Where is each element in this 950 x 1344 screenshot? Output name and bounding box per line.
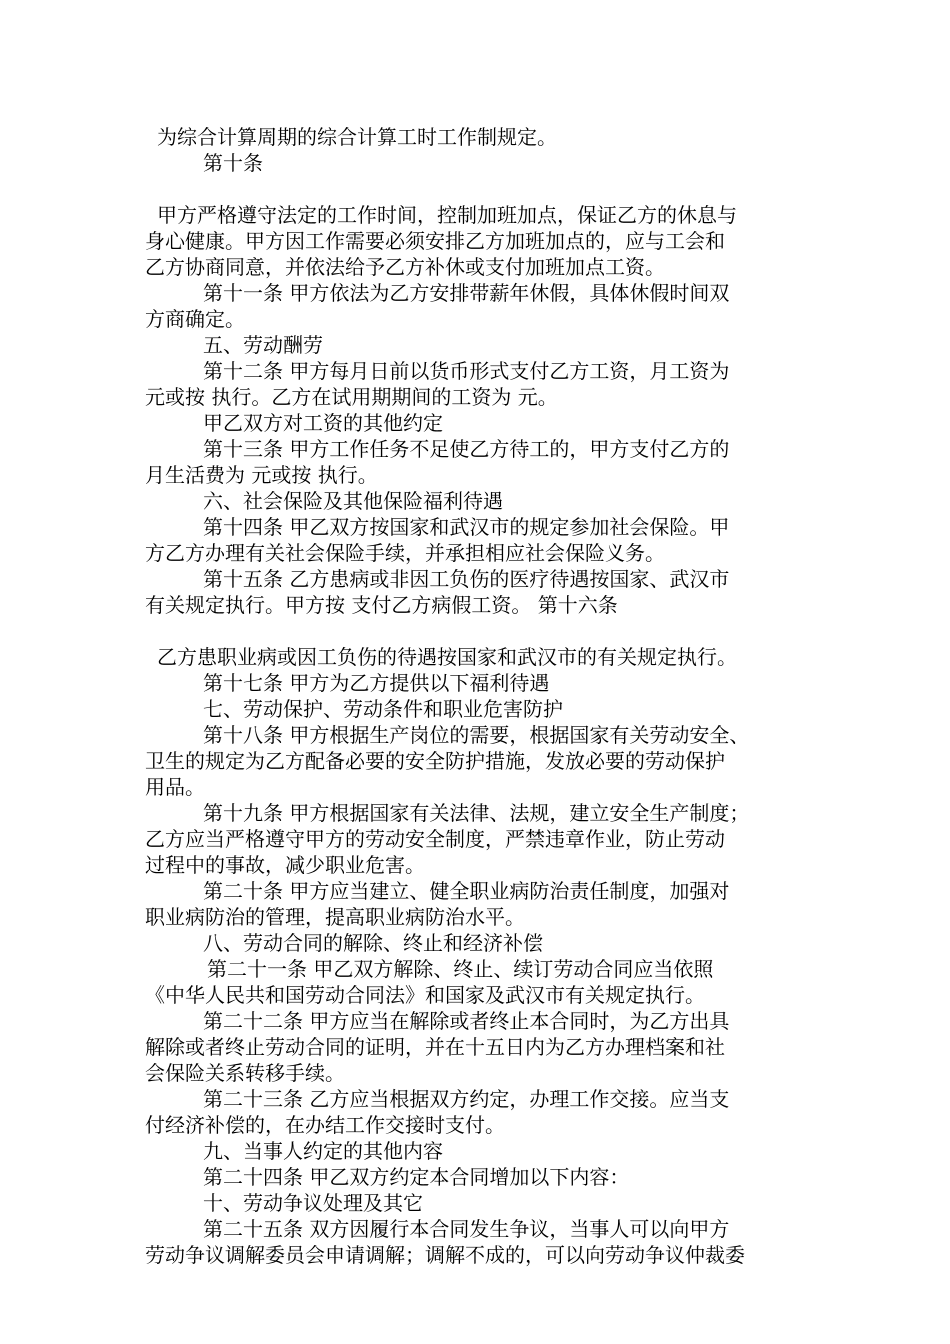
text-line: 第二十二条 甲方应当在解除或者终止本合同时，为乙方出具 (203, 1009, 730, 1033)
text-line: 元或按 执行。乙方在试用期期间的工资为 元。 (145, 385, 558, 409)
text-line: 月生活费为 元或按 执行。 (145, 463, 378, 487)
text-line: 乙方应当严格遵守甲方的劳动安全制度，严禁违章作业，防止劳动 (145, 827, 725, 851)
text-line: 卫生的规定为乙方配备必要的安全防护措施，发放必要的劳动保护 (145, 749, 725, 773)
text-line: 乙方协商同意，并依法给予乙方补休或支付加班加点工资。 (145, 255, 665, 279)
text-line: 第二十四条 甲乙双方约定本合同增加以下内容： (203, 1165, 630, 1189)
text-line: 第十四条 甲乙双方按国家和武汉市的规定参加社会保险。甲 (203, 515, 730, 539)
text-line: 为综合计算周期的综合计算工时工作制规定。 (157, 125, 557, 149)
text-line: 第十五条 乙方患病或非因工负伤的医疗待遇按国家、武汉市 (203, 567, 730, 591)
text-line: 乙方患职业病或因工负伤的待遇按国家和武汉市的有关规定执行。 (157, 645, 737, 669)
text-line: 第二十五条 双方因履行本合同发生争议，当事人可以向甲方 (203, 1217, 730, 1241)
text-line: 第十三条 甲方工作任务不足使乙方待工的，甲方支付乙方的 (203, 437, 730, 461)
text-line: 第十九条 甲方根据国家有关法律、法规，建立安全生产制度； (203, 801, 750, 825)
text-line: 第十七条 甲方为乙方提供以下福利待遇 (203, 671, 550, 695)
article-heading: 第十条 (203, 151, 263, 175)
text-line: 劳动争议调解委员会申请调解；调解不成的，可以向劳动争议仲裁委 (145, 1243, 745, 1267)
section-heading: 十、劳动争议处理及其它 (203, 1191, 423, 1215)
text-line: 职业病防治的管理，提高职业病防治水平。 (145, 905, 525, 929)
text-line: 会保险关系转移手续。 (145, 1061, 345, 1085)
text-line: 第十二条 甲方每月日前以货币形式支付乙方工资，月工资为 (203, 359, 730, 383)
text-line: 第十一条 甲方依法为乙方安排带薪年休假，具体休假时间双 (203, 281, 730, 305)
text-line: 第二十条 甲方应当建立、健全职业病防治责任制度，加强对 (203, 879, 730, 903)
text-line: 甲方严格遵守法定的工作时间，控制加班加点，保证乙方的休息与 (157, 203, 737, 227)
text-line: 甲乙双方对工资的其他约定 (203, 411, 443, 435)
text-line: 方商确定。 (145, 307, 245, 331)
section-heading: 五、劳动酬劳 (203, 333, 323, 357)
text-line: 第二十一条 甲乙双方解除、终止、续订劳动合同应当依照 (207, 957, 714, 981)
text-line: 第二十三条 乙方应当根据双方约定，办理工作交接。应当支 (203, 1087, 730, 1111)
section-heading: 九、当事人约定的其他内容 (203, 1139, 443, 1163)
section-heading: 七、劳动保护、劳动条件和职业危害防护 (203, 697, 563, 721)
text-line: 付经济补偿的，在办结工作交接时支付。 (145, 1113, 505, 1137)
section-heading: 八、劳动合同的解除、终止和经济补偿 (203, 931, 543, 955)
text-line: 解除或者终止劳动合同的证明，并在十五日内为乙方办理档案和社 (145, 1035, 725, 1059)
text-line: 过程中的事故，减少职业危害。 (145, 853, 425, 877)
text-line: 第十八条 甲方根据生产岗位的需要，根据国家有关劳动安全、 (203, 723, 750, 747)
text-line: 《中华人民共和国劳动合同法》和国家及武汉市有关规定执行。 (145, 983, 705, 1007)
text-line: 方乙方办理有关社会保险手续，并承担相应社会保险义务。 (145, 541, 665, 565)
text-line: 身心健康。甲方因工作需要必须安排乙方加班加点的，应与工会和 (145, 229, 725, 253)
text-line: 用品。 (145, 775, 205, 799)
section-heading: 六、社会保险及其他保险福利待遇 (203, 489, 503, 513)
text-line: 有关规定执行。甲方按 支付乙方病假工资。 第十六条 (145, 593, 618, 617)
